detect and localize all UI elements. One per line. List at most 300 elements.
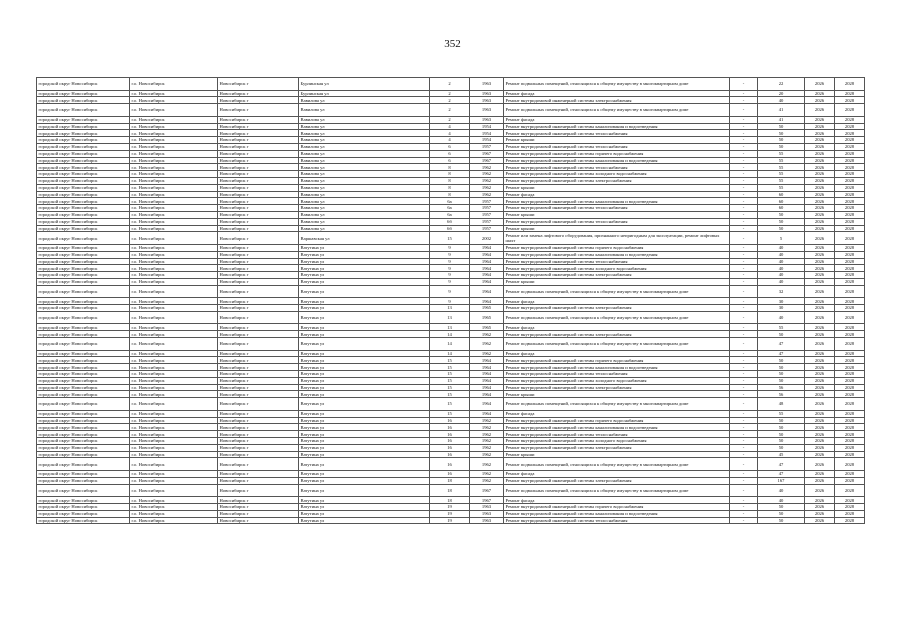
work-type-cell: Ремонт фасада <box>504 191 730 198</box>
start-year-cell: 2026 <box>805 451 835 458</box>
municipality-cell: городской округ Новосибирск <box>37 258 130 265</box>
work-type-cell: Ремонт подвальных помещений, относящихся к общему имуществу в многоквартирном доме <box>504 398 730 411</box>
start-year-cell: 2026 <box>805 364 835 371</box>
municipality-cell: городской округ Новосибирск <box>37 377 130 384</box>
table-row <box>37 424 865 431</box>
dash-cell: - <box>730 451 758 458</box>
house-cell: 15 <box>430 357 470 364</box>
end-year-cell: 2028 <box>835 451 865 458</box>
work-type-cell: Ремонт крыши <box>504 137 730 144</box>
table-row <box>37 371 865 378</box>
year-cell: 1962 <box>470 431 504 438</box>
house-cell: 9 <box>430 298 470 305</box>
house-cell: 18 <box>430 484 470 497</box>
dash-cell: - <box>730 398 758 411</box>
table-row <box>37 205 865 212</box>
work-type-cell: Ремонт внутридомовой инженерной системы горячего водоснабжения <box>504 357 730 364</box>
house-cell: 4 <box>430 123 470 130</box>
work-type-cell: Ремонт внутридомовой инженерной системы теплоснабжения <box>504 205 730 212</box>
dash-cell: - <box>730 517 758 524</box>
municipality-cell: городской округ Новосибирск <box>37 157 130 164</box>
end-year-cell: 2028 <box>835 205 865 212</box>
city-cell: Новосибирск г <box>218 184 299 191</box>
house-cell: 2 <box>430 97 470 104</box>
value-cell: 40 <box>758 244 805 251</box>
municipality-cell: городской округ Новосибирск <box>37 225 130 232</box>
municipality-cell: городской округ Новосибирск <box>37 471 130 478</box>
municipality-cell: городской округ Новосибирск <box>37 251 130 258</box>
house-cell: 19 <box>430 510 470 517</box>
start-year-cell: 2026 <box>805 424 835 431</box>
municipality-cell: городской округ Новосибирск <box>37 104 130 117</box>
city-cell: Новосибирск г <box>218 384 299 391</box>
value-cell: 167 <box>758 477 805 484</box>
start-year-cell: 2026 <box>805 244 835 251</box>
work-type-cell: Ремонт внутридомовой инженерной системы холодного водоснабжения <box>504 171 730 178</box>
city-cell: Новосибирск г <box>218 364 299 371</box>
dash-cell: - <box>730 371 758 378</box>
value-cell: 50 <box>758 225 805 232</box>
end-year-cell: 2028 <box>835 477 865 484</box>
dash-cell: - <box>730 137 758 144</box>
start-year-cell: 2026 <box>805 272 835 279</box>
municipality-cell: городской округ Новосибирск <box>37 130 130 137</box>
municipality-cell: городской округ Новосибирск <box>37 331 130 338</box>
table-row <box>37 116 865 123</box>
value-cell: 40 <box>758 278 805 285</box>
year-cell: 1962 <box>470 477 504 484</box>
value-cell: 50 <box>758 431 805 438</box>
end-year-cell: 2028 <box>835 398 865 411</box>
value-cell: 50 <box>758 130 805 137</box>
start-year-cell: 2026 <box>805 265 835 272</box>
value-cell: 60 <box>758 191 805 198</box>
street-cell: Ватутина ул <box>299 484 430 497</box>
value-cell: 48 <box>758 398 805 411</box>
year-cell: 1962 <box>470 184 504 191</box>
municipality-cell: городской округ Новосибирск <box>37 364 130 371</box>
year-cell: 1962 <box>470 471 504 478</box>
year-cell: 1963 <box>470 104 504 117</box>
dash-cell: - <box>730 123 758 130</box>
dash-cell: - <box>730 198 758 205</box>
table-row <box>37 137 865 144</box>
year-cell: 1957 <box>470 218 504 225</box>
district-cell: г.о. Новосибирск <box>130 265 218 272</box>
city-cell: Новосибирск г <box>218 272 299 279</box>
end-year-cell: 2028 <box>835 371 865 378</box>
year-cell: 1962 <box>470 338 504 351</box>
work-type-cell: Ремонт внутридомовой инженерной системы электроснабжения <box>504 384 730 391</box>
house-cell: 14 <box>430 350 470 357</box>
municipality-cell: городской округ Новосибирск <box>37 350 130 357</box>
start-year-cell: 2026 <box>805 171 835 178</box>
value-cell: 40 <box>758 272 805 279</box>
house-cell: 9 <box>430 251 470 258</box>
house-cell: 8 <box>430 191 470 198</box>
municipality-cell: городской округ Новосибирск <box>37 438 130 445</box>
end-year-cell: 2028 <box>835 143 865 150</box>
city-cell: Новосибирск г <box>218 377 299 384</box>
work-type-cell: Ремонт внутридомовой инженерной системы канализования и водоотведения <box>504 510 730 517</box>
district-cell: г.о. Новосибирск <box>130 497 218 504</box>
dash-cell: - <box>730 417 758 424</box>
city-cell: Новосибирск г <box>218 497 299 504</box>
end-year-cell: 2028 <box>835 123 865 130</box>
table-row <box>37 471 865 478</box>
start-year-cell: 2026 <box>805 130 835 137</box>
dash-cell: - <box>730 357 758 364</box>
city-cell: Новосибирск г <box>218 157 299 164</box>
street-cell: Вавилова ул <box>299 205 430 212</box>
street-cell: Ватутина ул <box>299 298 430 305</box>
dash-cell: - <box>730 150 758 157</box>
work-type-cell: Ремонт фасада <box>504 90 730 97</box>
work-type-cell: Ремонт фасада <box>504 298 730 305</box>
year-cell: 1964 <box>470 278 504 285</box>
dash-cell: - <box>730 364 758 371</box>
work-type-cell: Ремонт фасада <box>504 497 730 504</box>
year-cell: 1963 <box>470 510 504 517</box>
table-row <box>37 97 865 104</box>
table-row <box>37 177 865 184</box>
work-type-cell: Ремонт внутридомовой инженерной системы электроснабжения <box>504 97 730 104</box>
end-year-cell: 2028 <box>835 198 865 205</box>
value-cell: 50 <box>758 510 805 517</box>
table-row <box>37 251 865 258</box>
city-cell: Новосибирск г <box>218 97 299 104</box>
street-cell: Ватутина ул <box>299 384 430 391</box>
street-cell: Ватутина ул <box>299 371 430 378</box>
dash-cell: - <box>730 444 758 451</box>
house-cell: 14 <box>430 338 470 351</box>
district-cell: г.о. Новосибирск <box>130 164 218 171</box>
district-cell: г.о. Новосибирск <box>130 251 218 258</box>
year-cell: 1964 <box>470 377 504 384</box>
street-cell: Вавилова ул <box>299 211 430 218</box>
year-cell: 2002 <box>470 232 504 245</box>
table-row <box>37 398 865 411</box>
house-cell: 9 <box>430 258 470 265</box>
end-year-cell: 2028 <box>835 258 865 265</box>
house-cell: 16 <box>430 431 470 438</box>
value-cell: 50 <box>758 331 805 338</box>
dash-cell: - <box>730 265 758 272</box>
table-row <box>37 258 865 265</box>
value-cell: 56 <box>758 391 805 398</box>
year-cell: 1963 <box>470 97 504 104</box>
work-type-cell: Ремонт внутридомовой инженерной системы канализования и водоотведения <box>504 157 730 164</box>
dash-cell: - <box>730 90 758 97</box>
work-type-cell: Ремонт подвальных помещений, относящихся к общему имуществу в многоквартирном доме <box>504 285 730 298</box>
value-cell: 60 <box>758 198 805 205</box>
house-cell: 6а <box>430 198 470 205</box>
municipality-cell: городской округ Новосибирск <box>37 97 130 104</box>
end-year-cell: 2028 <box>835 104 865 117</box>
house-cell: 6 <box>430 143 470 150</box>
municipality-cell: городской округ Новосибирск <box>37 504 130 511</box>
district-cell: г.о. Новосибирск <box>130 410 218 417</box>
street-cell: Ватутина ул <box>299 357 430 364</box>
work-type-cell: Ремонт фасада <box>504 471 730 478</box>
municipality-cell: городской округ Новосибирск <box>37 517 130 524</box>
city-cell: Новосибирск г <box>218 285 299 298</box>
municipality-cell: городской округ Новосибирск <box>37 431 130 438</box>
table-row <box>37 171 865 178</box>
start-year-cell: 2026 <box>805 198 835 205</box>
work-type-cell: Ремонт внутридомовой инженерной системы канализования и водоотведения <box>504 251 730 258</box>
district-cell: г.о. Новосибирск <box>130 458 218 471</box>
start-year-cell: 2026 <box>805 157 835 164</box>
work-type-cell: Ремонт фасада <box>504 350 730 357</box>
street-cell: Вавилова ул <box>299 164 430 171</box>
district-cell: г.о. Новосибирск <box>130 484 218 497</box>
end-year-cell: 2028 <box>835 364 865 371</box>
street-cell: Ватутина ул <box>299 364 430 371</box>
work-type-cell: Ремонт подвальных помещений, относящихся к общему имуществу в многоквартирном доме <box>504 311 730 324</box>
street-cell: Бурлинская ул <box>299 78 430 91</box>
table-row <box>37 104 865 117</box>
municipality-cell: городской округ Новосибирск <box>37 458 130 471</box>
start-year-cell: 2026 <box>805 78 835 91</box>
value-cell: 50 <box>758 371 805 378</box>
value-cell: 40 <box>758 251 805 258</box>
district-cell: г.о. Новосибирск <box>130 171 218 178</box>
district-cell: г.о. Новосибирск <box>130 150 218 157</box>
start-year-cell: 2026 <box>805 517 835 524</box>
value-cell: 50 <box>758 438 805 445</box>
house-cell: 18 <box>430 477 470 484</box>
dash-cell: - <box>730 205 758 212</box>
end-year-cell: 2028 <box>835 278 865 285</box>
district-cell: г.о. Новосибирск <box>130 517 218 524</box>
table-row <box>37 191 865 198</box>
house-cell: 9 <box>430 265 470 272</box>
street-cell: Ватутина ул <box>299 458 430 471</box>
dash-cell: - <box>730 331 758 338</box>
year-cell: 1964 <box>470 357 504 364</box>
dash-cell: - <box>730 258 758 265</box>
work-type-cell: Ремонт внутридомовой инженерной системы электроснабжения <box>504 177 730 184</box>
city-cell: Новосибирск г <box>218 164 299 171</box>
municipality-cell: городской округ Новосибирск <box>37 171 130 178</box>
table-row <box>37 350 865 357</box>
table-body <box>37 78 865 524</box>
municipality-cell: городской округ Новосибирск <box>37 371 130 378</box>
end-year-cell: 2028 <box>835 244 865 251</box>
table-row <box>37 143 865 150</box>
municipality-cell: городской округ Новосибирск <box>37 218 130 225</box>
value-cell: 50 <box>758 377 805 384</box>
street-cell: Ватутина ул <box>299 258 430 265</box>
work-type-cell: Ремонт внутридомовой инженерной системы канализования и водоотведения <box>504 198 730 205</box>
dash-cell: - <box>730 377 758 384</box>
table-row <box>37 410 865 417</box>
district-cell: г.о. Новосибирск <box>130 137 218 144</box>
house-cell: 15 <box>430 371 470 378</box>
street-cell: Ватутина ул <box>299 311 430 324</box>
value-cell: 55 <box>758 324 805 331</box>
table-row <box>37 90 865 97</box>
work-type-cell: Ремонт крыши <box>504 225 730 232</box>
dash-cell: - <box>730 278 758 285</box>
dash-cell: - <box>730 116 758 123</box>
table-row <box>37 377 865 384</box>
end-year-cell: 2028 <box>835 311 865 324</box>
table-row <box>37 305 865 312</box>
year-cell: 1962 <box>470 171 504 178</box>
end-year-cell: 2028 <box>835 377 865 384</box>
dash-cell: - <box>730 484 758 497</box>
district-cell: г.о. Новосибирск <box>130 285 218 298</box>
start-year-cell: 2026 <box>805 191 835 198</box>
table-row <box>37 324 865 331</box>
dash-cell: - <box>730 338 758 351</box>
year-cell: 1964 <box>470 244 504 251</box>
city-cell: Новосибирск г <box>218 116 299 123</box>
end-year-cell: 2028 <box>835 410 865 417</box>
work-type-cell: Ремонт внутридомовой инженерной системы электроснабжения <box>504 305 730 312</box>
city-cell: Новосибирск г <box>218 78 299 91</box>
street-cell: Ватутина ул <box>299 272 430 279</box>
district-cell: г.о. Новосибирск <box>130 123 218 130</box>
table-row <box>37 357 865 364</box>
district-cell: г.о. Новосибирск <box>130 350 218 357</box>
municipality-cell: городской округ Новосибирск <box>37 417 130 424</box>
table-row <box>37 438 865 445</box>
house-cell: 8 <box>430 184 470 191</box>
district-cell: г.о. Новосибирск <box>130 417 218 424</box>
house-cell: 9 <box>430 272 470 279</box>
dash-cell: - <box>730 164 758 171</box>
municipality-cell: городской округ Новосибирск <box>37 451 130 458</box>
work-type-cell: Ремонт внутридомовой инженерной системы горячего водоснабжения <box>504 244 730 251</box>
district-cell: г.о. Новосибирск <box>130 357 218 364</box>
year-cell: 1962 <box>470 331 504 338</box>
street-cell: Ватутина ул <box>299 438 430 445</box>
year-cell: 1963 <box>470 517 504 524</box>
city-cell: Новосибирск г <box>218 90 299 97</box>
district-cell: г.о. Новосибирск <box>130 218 218 225</box>
year-cell: 1965 <box>470 311 504 324</box>
house-cell: 2 <box>430 78 470 91</box>
start-year-cell: 2026 <box>805 251 835 258</box>
street-cell: Ватутина ул <box>299 477 430 484</box>
district-cell: г.о. Новосибирск <box>130 191 218 198</box>
value-cell: 40 <box>758 97 805 104</box>
table-row <box>37 444 865 451</box>
value-cell: 50 <box>758 444 805 451</box>
street-cell: Вавилова ул <box>299 198 430 205</box>
city-cell: Новосибирск г <box>218 510 299 517</box>
district-cell: г.о. Новосибирск <box>130 444 218 451</box>
table-row <box>37 364 865 371</box>
year-cell: 1963 <box>470 90 504 97</box>
district-cell: г.о. Новосибирск <box>130 324 218 331</box>
dash-cell: - <box>730 143 758 150</box>
year-cell: 1957 <box>470 143 504 150</box>
street-cell: Ватутина ул <box>299 398 430 411</box>
value-cell: 41 <box>758 116 805 123</box>
house-cell: 15 <box>430 232 470 245</box>
city-cell: Новосибирск г <box>218 191 299 198</box>
city-cell: Новосибирск г <box>218 198 299 205</box>
start-year-cell: 2026 <box>805 438 835 445</box>
end-year-cell: 2028 <box>835 305 865 312</box>
start-year-cell: 2026 <box>805 504 835 511</box>
year-cell: 1967 <box>470 150 504 157</box>
start-year-cell: 2026 <box>805 497 835 504</box>
house-cell: 16 <box>430 438 470 445</box>
start-year-cell: 2026 <box>805 477 835 484</box>
work-type-cell: Ремонт внутридомовой инженерной системы электроснабжения <box>504 331 730 338</box>
house-cell: 18 <box>430 497 470 504</box>
street-cell: Варшавская ул <box>299 232 430 245</box>
start-year-cell: 2026 <box>805 177 835 184</box>
city-cell: Новосибирск г <box>218 311 299 324</box>
work-type-cell: Ремонт фасада <box>504 116 730 123</box>
value-cell: 20 <box>758 90 805 97</box>
district-cell: г.о. Новосибирск <box>130 184 218 191</box>
municipality-cell: городской округ Новосибирск <box>37 484 130 497</box>
house-cell: 6 <box>430 157 470 164</box>
end-year-cell: 2028 <box>835 157 865 164</box>
dash-cell: - <box>730 78 758 91</box>
house-cell: 15 <box>430 391 470 398</box>
end-year-cell: 2028 <box>835 177 865 184</box>
value-cell: 40 <box>758 484 805 497</box>
district-cell: г.о. Новосибирск <box>130 424 218 431</box>
municipality-cell: городской округ Новосибирск <box>37 477 130 484</box>
table-row <box>37 338 865 351</box>
end-year-cell: 2028 <box>835 431 865 438</box>
start-year-cell: 2026 <box>805 458 835 471</box>
work-type-cell: Ремонт внутридомовой инженерной системы холодного водоснабжения <box>504 377 730 384</box>
city-cell: Новосибирск г <box>218 150 299 157</box>
street-cell: Вавилова ул <box>299 225 430 232</box>
house-cell: 16 <box>430 458 470 471</box>
district-cell: г.о. Новосибирск <box>130 364 218 371</box>
work-type-cell: Ремонт крыши <box>504 278 730 285</box>
house-cell: 2 <box>430 116 470 123</box>
city-cell: Новосибирск г <box>218 357 299 364</box>
house-cell: 15 <box>430 377 470 384</box>
street-cell: Ватутина ул <box>299 424 430 431</box>
street-cell: Бурлинская ул <box>299 90 430 97</box>
district-cell: г.о. Новосибирск <box>130 331 218 338</box>
municipality-cell: городской округ Новосибирск <box>37 265 130 272</box>
start-year-cell: 2026 <box>805 484 835 497</box>
city-cell: Новосибирск г <box>218 123 299 130</box>
city-cell: Новосибирск г <box>218 517 299 524</box>
street-cell: Ватутина ул <box>299 504 430 511</box>
city-cell: Новосибирск г <box>218 258 299 265</box>
end-year-cell: 2028 <box>835 150 865 157</box>
year-cell: 1964 <box>470 371 504 378</box>
district-cell: г.о. Новосибирск <box>130 90 218 97</box>
year-cell: 1964 <box>470 398 504 411</box>
start-year-cell: 2026 <box>805 471 835 478</box>
district-cell: г.о. Новосибирск <box>130 391 218 398</box>
street-cell: Вавилова ул <box>299 137 430 144</box>
value-cell: 47 <box>758 458 805 471</box>
district-cell: г.о. Новосибирск <box>130 232 218 245</box>
year-cell: 1962 <box>470 191 504 198</box>
house-cell: 2 <box>430 104 470 117</box>
house-cell: 6 <box>430 150 470 157</box>
end-year-cell: 2028 <box>835 130 865 137</box>
district-cell: г.о. Новосибирск <box>130 305 218 312</box>
